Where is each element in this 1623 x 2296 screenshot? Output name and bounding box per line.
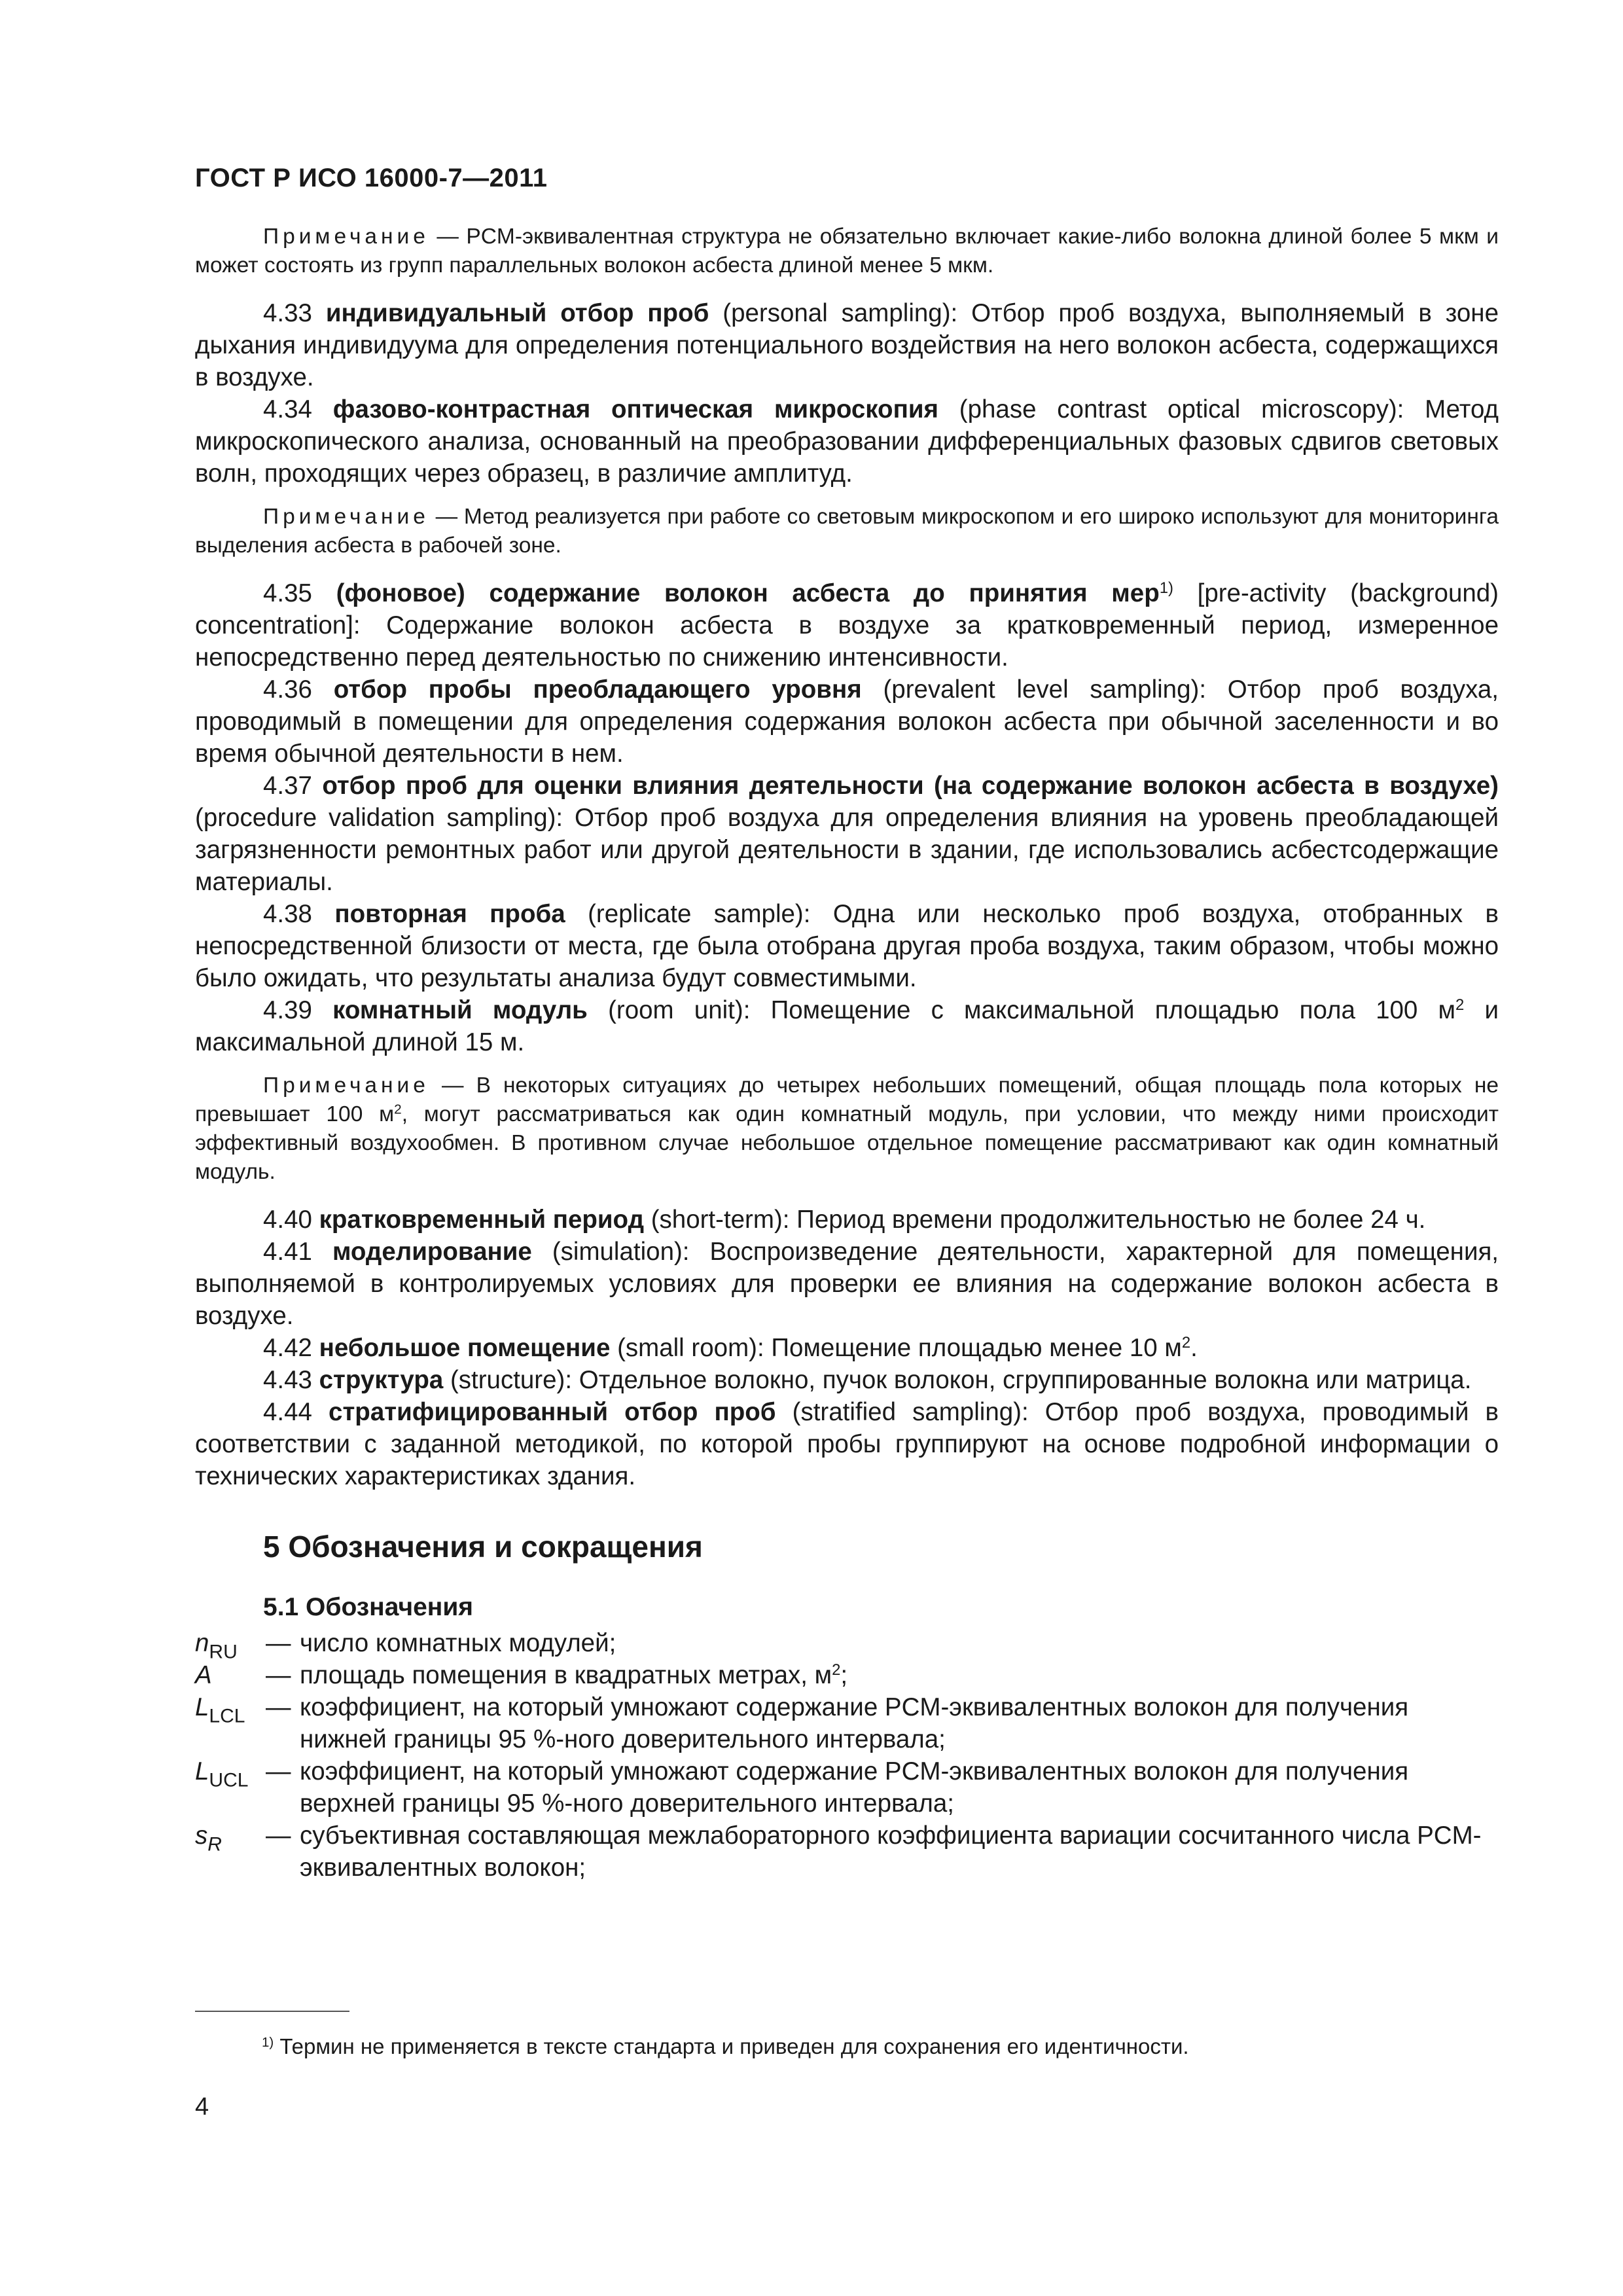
term-4-34 bbox=[195, 393, 1499, 490]
symbol-dash: — bbox=[266, 1629, 291, 1657]
symbol bbox=[195, 1691, 266, 1755]
symbol-letter: L bbox=[195, 1693, 209, 1721]
superscript: 2 bbox=[1181, 1333, 1191, 1352]
symbols-list bbox=[195, 1627, 1499, 1884]
term-title: кратковременный период bbox=[319, 1206, 645, 1234]
term-definition: (stratified sampling): Отбор проб воздуха, проводимый в соответствии с заданной методикой, по которой пробы группируют на основе подробной информации о технических характеристиках здания. bbox=[195, 1398, 1499, 1490]
symbol-definition-text: коэффициент, на который умножают содержание PCM-эквивалентных волокон для получения нижней границы 95 %-ного доверительного интервала; bbox=[300, 1693, 1409, 1753]
page-number: 4 bbox=[195, 2093, 209, 2121]
term-title: повторная проба bbox=[334, 900, 565, 928]
symbol-definition bbox=[300, 1691, 1499, 1755]
symbol-definition-text: субъективная составляющая межлабораторного коэффициента вариации сосчитанного числа PCM-эквивалентных волокон; bbox=[300, 1821, 1482, 1882]
footnote-text: Термин не применяется в тексте стандарта и приведен для сохранения его идентичности. bbox=[274, 2034, 1189, 2058]
symbol-letter: A bbox=[195, 1661, 212, 1689]
document-header: ГОСТ Р ИСО 16000-7—2011 bbox=[195, 164, 548, 192]
symbol-subscript: R bbox=[207, 1833, 222, 1856]
symbol-row bbox=[195, 1755, 1499, 1820]
term-title: фазово-контрастная оптическая микроскопия bbox=[332, 395, 938, 423]
term-4-39 bbox=[195, 994, 1499, 1058]
term-number: 4.41 bbox=[263, 1238, 312, 1266]
term-definition: (phase contrast optical microscopy): Метод микроскопического анализа, основанный на преобразовании дифференциальных фазовых сдвигов световых волн, проходящих через образец, в различие амплитуд. bbox=[195, 395, 1499, 488]
symbol-subscript: LCL bbox=[209, 1705, 245, 1727]
term-definition: (structure): Отдельное волокно, пучок волокон, сгруппированные волокна или матрица. bbox=[443, 1366, 1472, 1394]
term-definition-end: . bbox=[1190, 1334, 1198, 1362]
term-number: 4.40 bbox=[263, 1206, 312, 1234]
symbol-subscript: UCL bbox=[209, 1769, 249, 1791]
term-definition: (simulation): Воспроизведение деятельности, характерной для помещения, выполняемой в контролируемых условиях для проверки ее влияния на содержание волокон асбеста в воздухе. bbox=[195, 1238, 1499, 1330]
footnote bbox=[262, 2034, 1189, 2059]
symbol-letter: s bbox=[195, 1821, 208, 1850]
note-text: — Метод реализуется при работе со световым микроскопом и его широко используют для мониторинга выделения асбеста в рабочей зоне. bbox=[195, 505, 1499, 558]
term-title: небольшое помещение bbox=[319, 1334, 611, 1362]
symbol-letter: L bbox=[195, 1757, 209, 1785]
term-definition: (short-term): Период времени продолжительностью не более 24 ч. bbox=[644, 1206, 1426, 1234]
symbol-definition-text: площадь помещения в квадратных метрах, м bbox=[300, 1661, 832, 1689]
term-definition: (personal sampling): Отбор проб воздуха, выполняемый в зоне дыхания индивидуума для определения потенциального воздействия на него волокон асбеста, содержащихся в воздухе. bbox=[195, 299, 1499, 391]
symbol-subscript: RU bbox=[209, 1641, 238, 1663]
symbol-dash: — bbox=[266, 1821, 291, 1850]
note-phase-contrast bbox=[195, 503, 1499, 560]
term-4-38 bbox=[195, 898, 1499, 994]
superscript: 2 bbox=[832, 1660, 841, 1679]
term-number: 4.34 bbox=[263, 395, 312, 423]
term-title: отбор пробы преобладающего уровня bbox=[333, 675, 862, 704]
term-title: моделирование bbox=[332, 1238, 532, 1266]
term-4-37 bbox=[195, 770, 1499, 898]
term-4-43 bbox=[195, 1364, 1499, 1396]
note-room-unit bbox=[195, 1071, 1499, 1187]
symbol bbox=[195, 1755, 266, 1820]
footnote-ref: 1) bbox=[1159, 579, 1173, 597]
symbol-letter: n bbox=[195, 1629, 209, 1657]
term-definition-end: и максимальной длиной 15 м. bbox=[195, 996, 1499, 1056]
symbol-definition-text: коэффициент, на который умножают содержание PCM-эквивалентных волокон для получения верхней границы 95 %-ного доверительного интервала; bbox=[300, 1757, 1409, 1818]
term-definition: (prevalent level sampling): Отбор проб воздуха, проводимый в помещении для определения содержания волокон асбеста при обычной заселенности и во время обычной деятельности в нем. bbox=[195, 675, 1499, 768]
term-number: 4.37 bbox=[263, 772, 312, 800]
term-4-44 bbox=[195, 1396, 1499, 1492]
note-text: — PCM-эквивалентная структура не обязательно включает какие-либо волокна длиной более 5 мкм и может состоять из групп параллельных волокон асбеста длиной менее 5 мкм. bbox=[195, 224, 1499, 278]
symbol-row bbox=[195, 1659, 1499, 1691]
term-number: 4.38 bbox=[263, 900, 312, 928]
term-number: 4.43 bbox=[263, 1366, 312, 1394]
term-definition: (room unit): Помещение с максимальной площадью пола 100 м bbox=[587, 996, 1456, 1024]
term-title: индивидуальный отбор проб bbox=[325, 299, 709, 327]
note-text-end: , могут рассматриваться как один комнатный модуль, при условии, что между ними происходит эффективный воздухообмен. В противном случае небольшое отдельное помещение рассматривают как один комнатный модуль. bbox=[195, 1102, 1499, 1184]
symbol-row bbox=[195, 1820, 1499, 1884]
symbol-dash: — bbox=[266, 1693, 291, 1721]
symbol-dash: — bbox=[266, 1661, 291, 1689]
superscript: 2 bbox=[394, 1102, 402, 1117]
term-definition: (procedure validation sampling): Отбор проб воздуха для определения влияния на уровень преобладающей загрязненности ремонтных работ или другой деятельности в здании, где использовались асбестсодержащие материалы. bbox=[195, 804, 1499, 896]
superscript: 2 bbox=[1455, 996, 1465, 1014]
term-title: стратифицированный отбор проб bbox=[329, 1398, 776, 1426]
note-label: Примечание bbox=[263, 1073, 429, 1098]
symbol bbox=[195, 1820, 266, 1884]
symbol-definition bbox=[300, 1820, 1499, 1884]
symbol-row bbox=[195, 1627, 1499, 1663]
term-definition: (small room): Помещение площадью менее 10 м bbox=[610, 1334, 1182, 1362]
symbol-definition-end: ; bbox=[840, 1661, 848, 1689]
term-4-33 bbox=[195, 297, 1499, 393]
symbol bbox=[195, 1627, 266, 1663]
subsection-5-1-heading: 5.1 Обозначения bbox=[263, 1593, 474, 1621]
symbol-definition bbox=[300, 1627, 1499, 1659]
term-title: отбор проб для оценки влияния деятельности (на содержание волокон асбеста в воздухе) bbox=[322, 772, 1499, 800]
term-number: 4.44 bbox=[263, 1398, 312, 1426]
footnote-mark: 1) bbox=[262, 2034, 274, 2050]
symbol-definition bbox=[300, 1659, 1499, 1691]
symbol bbox=[195, 1659, 266, 1691]
term-4-42 bbox=[195, 1332, 1499, 1364]
symbol-dash: — bbox=[266, 1757, 291, 1785]
document-body bbox=[195, 223, 1499, 1884]
symbol-row bbox=[195, 1691, 1499, 1755]
term-number: 4.33 bbox=[263, 299, 312, 327]
symbol-definition bbox=[300, 1755, 1499, 1820]
footnote-separator bbox=[195, 2011, 349, 2012]
term-4-35 bbox=[195, 577, 1499, 673]
term-4-40 bbox=[195, 1204, 1499, 1236]
symbol-definition-text: число комнатных модулей; bbox=[300, 1629, 616, 1657]
term-number: 4.35 bbox=[263, 579, 312, 607]
term-definition: (replicate sample): Одна или несколько проб воздуха, отобранных в непосредственной близости от места, где была отобрана другая проба воздуха, таким образом, чтобы можно было ожидать, что результаты анализа будут совместимыми. bbox=[195, 900, 1499, 992]
term-number: 4.36 bbox=[263, 675, 312, 704]
note-pcm-structure bbox=[195, 223, 1499, 280]
section-5-heading: 5 Обозначения и сокращения bbox=[263, 1530, 703, 1564]
note-label: Примечание bbox=[263, 505, 429, 529]
term-definition: [pre-activity (background) concentration]: Содержание волокон асбеста в воздухе за кратковременный период, измеренное непосредственно перед деятельностью по снижению интенсивности. bbox=[195, 579, 1499, 672]
term-4-41 bbox=[195, 1236, 1499, 1332]
term-title: (фоновое) содержание волокон асбеста до принятия мер bbox=[336, 579, 1160, 607]
term-number: 4.42 bbox=[263, 1334, 312, 1362]
note-text: — В некоторых ситуациях до четырех небольших помещений, общая площадь пола которых не превышает 100 м bbox=[195, 1073, 1499, 1126]
note-label: Примечание bbox=[263, 224, 429, 249]
term-title: структура bbox=[319, 1366, 444, 1394]
term-4-36 bbox=[195, 673, 1499, 770]
term-title: комнатный модуль bbox=[332, 996, 588, 1024]
term-number: 4.39 bbox=[263, 996, 312, 1024]
